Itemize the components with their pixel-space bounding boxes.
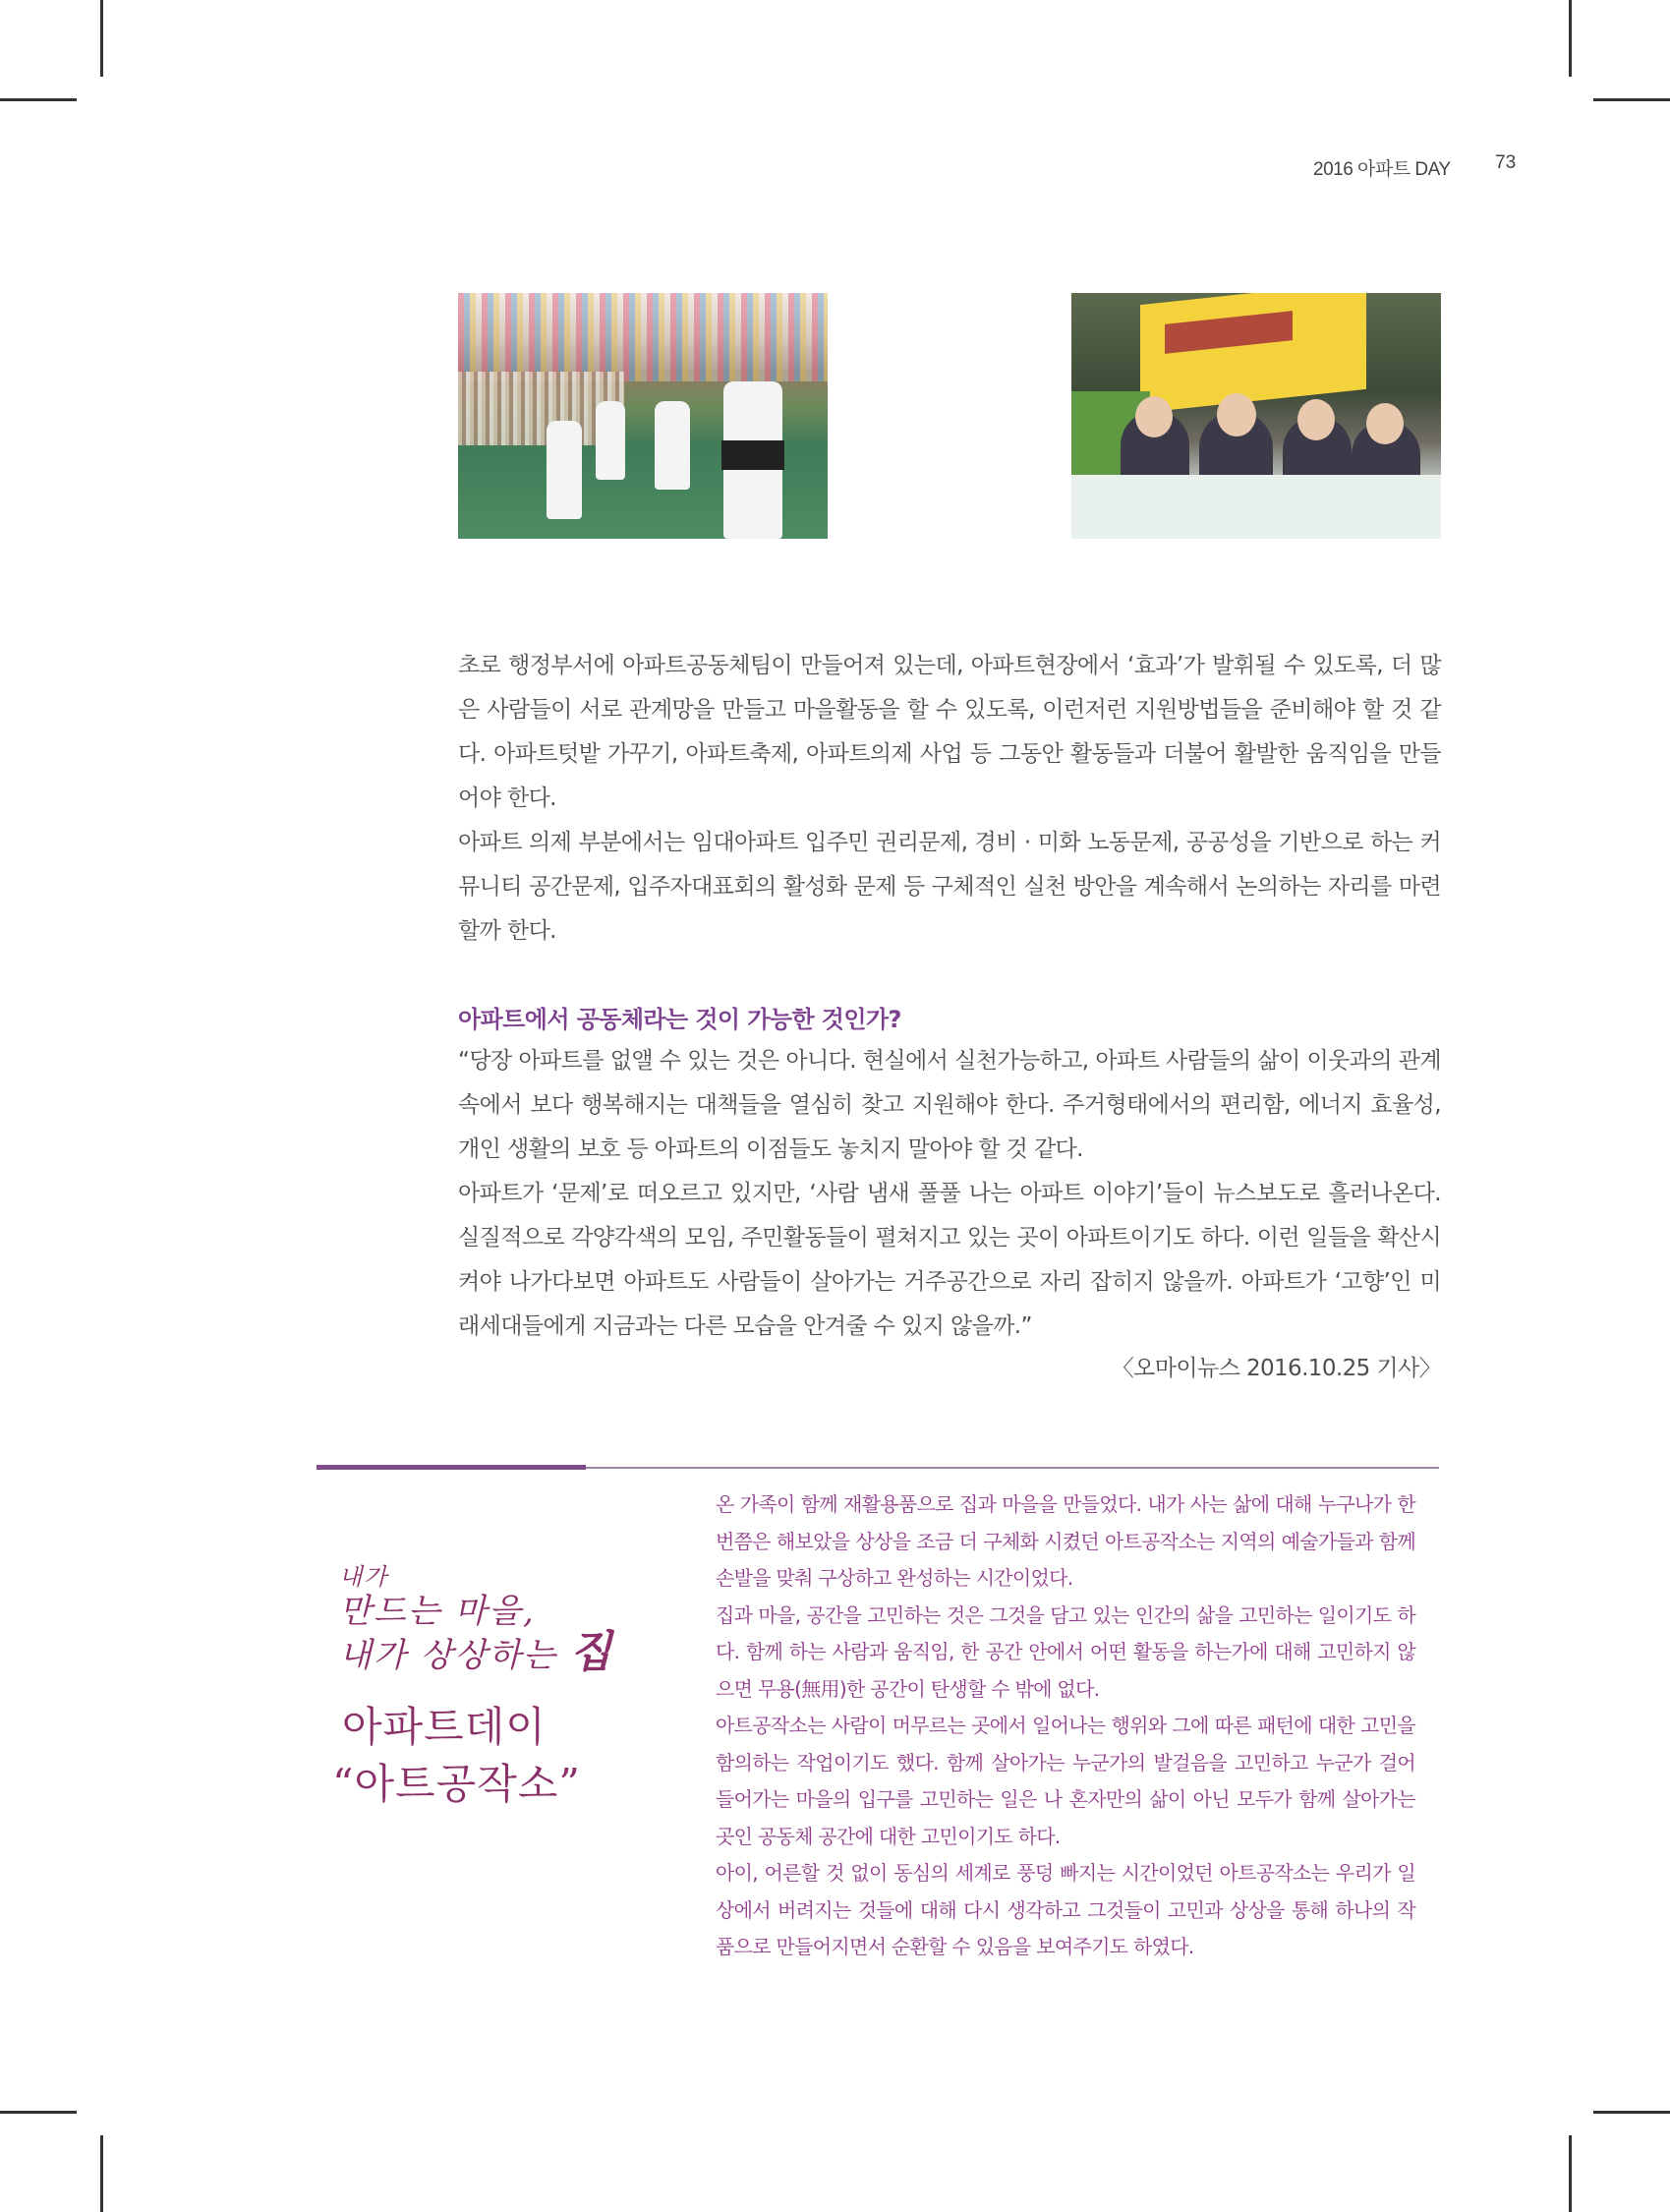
running-head: 2016 아파트 DAY xyxy=(1313,159,1451,180)
box-title xyxy=(339,1563,613,1676)
box-title-line2: 내가 상상하는 xyxy=(339,1636,570,1675)
face xyxy=(1217,393,1256,437)
taekwondo-performance-photo xyxy=(458,293,828,539)
crop-mark xyxy=(1569,0,1572,77)
quote-body xyxy=(458,1039,1441,1349)
page-number: 73 xyxy=(1495,152,1517,173)
source-citation: 〈오마이뉴스 2016.10.25 기사〉 xyxy=(1111,1356,1441,1381)
black-belt xyxy=(721,440,784,470)
yellow-banner xyxy=(1140,293,1366,413)
performer-figure xyxy=(596,401,625,480)
crop-mark xyxy=(0,98,77,101)
article-body xyxy=(458,644,1441,954)
quote-paragraph: 아파트가 ‘문제’로 떠오르고 있지만, ‘사람 냄새 풀풀 나는 아파트 이야기’들이 뉴스보도로 흘러나온다. 실질적으로 각양각색의 모임, 주민활동들이 펼쳐지고 있는 곳이 아파트이기도 하다. 이런 일들을 확산시켜야 나가다보면 아파트도 사람들이 살아가는 거주공간으로 자리 잡히지 않을까. 아파트가 ‘고향’인 미래세대들에게 지금과는 다른 모습을 안겨줄 수 있지 않을까.” xyxy=(458,1181,1441,1339)
crop-mark xyxy=(0,2111,77,2114)
quote-paragraph: “당장 아파트를 없앨 수 있는 것은 아니다. 현실에서 실천가능하고, 아파트 사람들의 삶이 이웃과의 관계 속에서 보다 행복해지는 대책들을 열심히 찾고 지원해야 한다. 주거형태에서의 편리함, 에너지 효율성, 개인 생활의 보호 등 아파트의 이점들도 놓치지 말아야 할 것 같다. xyxy=(458,1048,1441,1162)
box-paragraph: 집과 마을, 공간을 고민하는 것은 그것을 담고 있는 인간의 삶을 고민하는 일이기도 하다. 함께 하는 사람과 움직임, 한 공간 안에서 어떤 활동을 하는가에 대해 고민하지 않으면 무용(無用)한 공간이 탄생할 수 밖에 없다. xyxy=(716,1602,1415,1701)
section-divider-accent xyxy=(317,1465,586,1470)
section-divider xyxy=(586,1467,1439,1469)
crop-mark xyxy=(1593,2111,1670,2114)
crop-mark xyxy=(100,2135,103,2212)
crop-mark xyxy=(100,0,103,77)
box-subtitle-line1: 아파트데이 xyxy=(342,1703,547,1751)
paragraph: 아파트 의제 부분에서는 임대아파트 입주민 권리문제, 경비 · 미화 노동문제, 공공성을 기반으로 하는 커뮤니티 공간문제, 입주자대표회의 활성화 문제 등 구체적인 실천 방안을 계속해서 논의하는 자리를 마련할까 한다. xyxy=(458,830,1441,944)
box-paragraph: 아트공작소는 사람이 머무르는 곳에서 일어나는 행위와 그에 따른 패턴에 대한 고민을 함의하는 작업이기도 했다. 함께 살아가는 누군가의 발걸음을 고민하고 누군가 걸어 들어가는 마을의 입구를 고민하는 일은 나 혼자만의 삶이 아닌 모두가 함께 살아가는 곳인 공동체 공간에 대한 고민이기도 하다. xyxy=(716,1714,1415,1848)
box-subtitle xyxy=(332,1699,581,1813)
box-paragraph: 온 가족이 함께 재활용품으로 집과 마을을 만들었다. 내가 사는 삶에 대해 누구나가 한번쯤은 해보았을 상상을 조금 더 구체화 시켰던 아트공작소는 지역의 예술가들과 함께 손발을 맞춰 구상하고 완성하는 시간이었다. xyxy=(716,1492,1415,1590)
booth-table xyxy=(1071,475,1441,539)
box-title-emphasis: 집 xyxy=(569,1627,614,1677)
face xyxy=(1135,396,1173,437)
box-paragraph: 아이, 어른할 것 없이 동심의 세계로 풍덩 빠지는 시간이었던 아트공작소는 우리가 일상에서 버려지는 것들에 대해 다시 생각하고 그것들이 고민과 상상을 통해 하나의 작품으로 만들어지면서 순환할 수 있음을 보여주기도 하였다. xyxy=(716,1861,1415,1958)
performer-figure xyxy=(547,421,582,519)
paragraph: 초로 행정부서에 아파트공동체팀이 만들어져 있는데, 아파트현장에서 ‘효과’가 발휘될 수 있도록, 더 많은 사람들이 서로 관계망을 만들고 마을활동을 할 수 있도록, 이런저런 지원방법들을 준비해야 할 것 같다. 아파트텃밭 가꾸기, 아파트축제, 아파트의제 사업 등 그동안 활동들과 더불어 활발한 움직임을 만들어야 한다. xyxy=(458,653,1441,811)
face xyxy=(1297,399,1335,440)
section-subhead: 아파트에서 공동체라는 것이 가능한 것인가? xyxy=(458,1006,901,1033)
crop-mark xyxy=(1569,2135,1572,2212)
crop-mark xyxy=(1593,98,1670,101)
performer-figure xyxy=(655,401,690,490)
box-subtitle-line2: “아트공작소” xyxy=(332,1760,581,1808)
lantern-canopy xyxy=(458,293,828,381)
face xyxy=(1366,403,1404,444)
box-title-line1: 만드는 마을, xyxy=(339,1592,536,1631)
box-title-small: 내가 xyxy=(339,1563,389,1591)
village-radio-booth-photo xyxy=(1071,293,1441,539)
box-body xyxy=(716,1486,1415,1966)
